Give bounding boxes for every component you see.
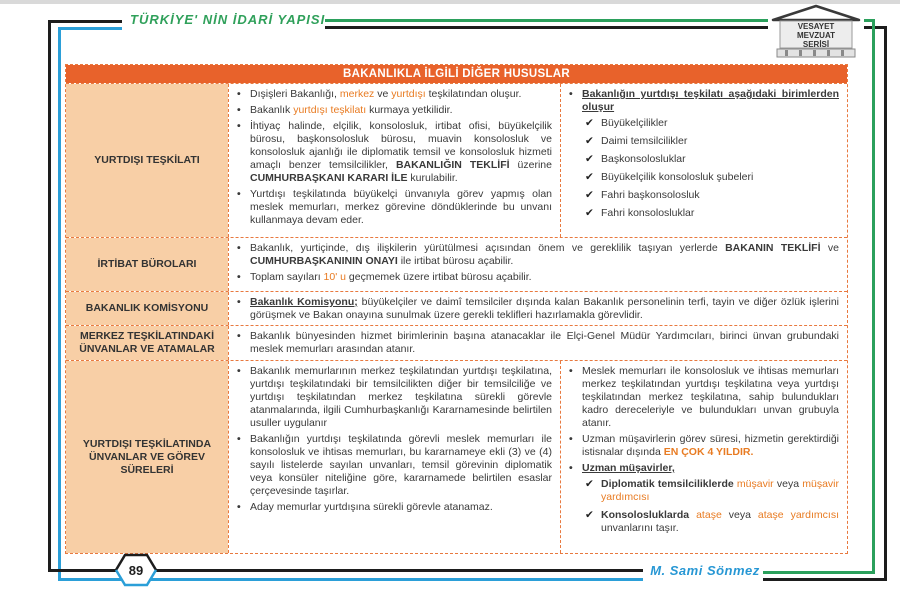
frame-line xyxy=(48,20,51,572)
item-text: Yurtdışı teşkilatında büyükelçi ünvanıyla görev yapmış olan meslek memurları, merkez görevine döndüklerinde bu unvanı kullanmaya devam eder. xyxy=(250,188,552,226)
item-text: Uzman müşavirlerin görev süresi, hizmetin gerektirdiği istisnalar dışında EN ÇOK 4 YILDIR. xyxy=(582,433,839,458)
row-label: BAKANLIK KOMİSYONU xyxy=(66,292,228,325)
logo-line-1: VESAYET xyxy=(797,22,835,31)
bullet-icon: • xyxy=(237,271,241,283)
bullet-item xyxy=(237,365,552,430)
bullet-item xyxy=(569,462,839,475)
table-row xyxy=(66,83,847,237)
item-text: Büyükelçilikler xyxy=(601,117,668,129)
bullet-icon: • xyxy=(237,330,241,342)
bullet-icon: • xyxy=(569,88,573,100)
bullet-icon: • xyxy=(237,88,241,100)
table-row xyxy=(66,325,847,360)
page-number: 89 xyxy=(128,563,144,578)
bullet-list xyxy=(560,361,847,553)
item-text: Toplam sayıları 10' u geçmemek üzere irtibat bürosu açabilir. xyxy=(250,271,532,283)
check-icon: ✔ xyxy=(585,478,594,490)
item-text: Daimi temsilcilikler xyxy=(601,135,688,147)
item-text: Bakanlık memurlarının merkez teşkilatından yurtdışı teşkilatına, yurtdışı teşkilatındaki bir temsilcilikten diğer bir temsilciliğe ve yurtdışı teşkilatından merkez teşkilatına sürekli görevle atanmalarında, ilgili Cumhurbaşkanlığı Kararnamesinde belirtilen usuller uygulanır xyxy=(250,365,552,429)
frame-line xyxy=(872,19,875,574)
bullet-item xyxy=(237,104,552,117)
item-text: Bakanlık yurtdışı teşkilatı kurmaya yetkilidir. xyxy=(250,104,453,116)
content-table xyxy=(65,64,848,554)
bullet-item xyxy=(569,365,839,430)
bullet-item xyxy=(237,120,552,185)
check-icon: ✔ xyxy=(585,509,594,521)
item-text: Dışişleri Bakanlığı, merkez ve yurtdışı teşkilatından oluşur. xyxy=(250,88,522,100)
check-icon: ✔ xyxy=(585,207,594,219)
item-text: Diplomatik temsilciliklerde müşavir veya müşavir yardımcısı xyxy=(601,478,839,503)
row-label: YURTDIŞI TEŞKİLATINDA ÜNVANLAR VE GÖREV SÜRELERİ xyxy=(66,361,228,553)
bullet-item xyxy=(237,433,552,498)
frame-line xyxy=(58,27,122,30)
bullet-icon: • xyxy=(237,242,241,254)
bullet-icon: • xyxy=(237,296,241,308)
table-row xyxy=(66,360,847,553)
bullet-list xyxy=(228,326,847,360)
bullet-icon: • xyxy=(237,104,241,116)
building-icon xyxy=(768,4,864,60)
bullet-list xyxy=(228,292,847,325)
bullet-item xyxy=(237,330,839,356)
frame-line xyxy=(884,26,887,581)
check-item xyxy=(585,117,839,130)
item-text: Büyükelçilik konsolosluk şubeleri xyxy=(601,171,754,183)
bullet-item xyxy=(237,271,839,284)
item-text: Konsolosluklarda ataşe veya ataşe yardımcısı unvanlarını taşır. xyxy=(601,509,840,534)
bullet-item xyxy=(237,242,839,268)
item-text: Bakanlık bünyesinden hizmet birimlerinin başına atanacaklar ile Elçi-Genel Müdür Yardımcıları, birinci ünvan grubundaki meslek memurları arasından atanır. xyxy=(250,330,839,355)
bullet-icon: • xyxy=(237,120,241,132)
logo-line-2: MEVZUAT xyxy=(796,31,836,40)
check-icon: ✔ xyxy=(585,153,594,165)
page-number-badge xyxy=(114,553,158,592)
table-row xyxy=(66,291,847,325)
bullet-icon: • xyxy=(237,188,241,200)
item-text: Bakanlık, yurtiçinde, dış ilişkilerin yürütülmesi açısından önem ve gereklilik taşıyan yerlerde BAKANIN TEKLİFİ ve CUMHURBAŞKANININ ONAYI ile irtibat bürosu açabilir. xyxy=(250,242,839,267)
page-title: TÜRKİYE' NİN İDARİ YAPISI xyxy=(130,12,326,27)
institution-logo xyxy=(768,4,864,60)
check-item xyxy=(585,509,839,535)
item-text: Meslek memurları ile konsolosluk ve ihtisas memurları merkez teşkilatından yurtdışı teşkilatına veya yurtdışı teşkilatından merkez teşkilatına, sahip bulundukları kadro dereceleriyle ve bulundukları unvan grubuyla atanır. xyxy=(582,365,839,429)
check-item xyxy=(585,135,839,148)
bullet-item xyxy=(237,501,552,514)
bullet-icon: • xyxy=(569,365,573,377)
check-item xyxy=(585,171,839,184)
bullet-icon: • xyxy=(237,433,241,445)
frame-line xyxy=(763,578,887,581)
bullet-list xyxy=(560,84,847,237)
row-label: YURTDIŞI TEŞKİLATI xyxy=(66,84,228,237)
item-text: İhtiyaç halinde, elçilik, konsolosluk, irtibat ofisi, büyükelçilik bürosu, başkonsolosluk bürosu, muavin konsolosluk ve konsolosluk ajanlığı ile diplomatik temsil ve konsolosluk hizmeti amaçlı benzer temsilcilikler, BAKANLIĞIN TEKLİFİ üzerine CUMHURBAŞKANI KARARI İLE kurulabilir. xyxy=(250,120,552,184)
bullet-item xyxy=(569,88,839,114)
check-icon: ✔ xyxy=(585,117,594,129)
bullet-icon: • xyxy=(569,462,573,474)
bullet-item xyxy=(237,188,552,227)
item-text: Bakanlığın yurtdışı teşkilatı aşağıdaki birimlerden oluşur xyxy=(582,88,839,113)
check-icon: ✔ xyxy=(585,171,594,183)
check-icon: ✔ xyxy=(585,135,594,147)
item-text: Başkonsolosluklar xyxy=(601,153,686,165)
row-label: MERKEZ TEŞKİLATINDAKİ ÜNVANLAR VE ATAMALAR xyxy=(66,326,228,360)
item-text: Fahri konsolosluklar xyxy=(601,207,695,219)
check-item xyxy=(585,189,839,202)
frame-line xyxy=(58,27,61,581)
table-row xyxy=(66,237,847,291)
logo-line-3: SERİSİ xyxy=(802,40,830,49)
frame-line xyxy=(48,20,122,23)
bullet-item xyxy=(569,433,839,459)
scan-edge xyxy=(0,0,900,4)
table-title: BAKANLIKLA İLGİLİ DİĞER HUSUSLAR xyxy=(66,65,847,83)
bullet-list xyxy=(228,84,560,237)
check-item xyxy=(585,478,839,504)
row-label: İRTİBAT BÜROLARI xyxy=(66,238,228,291)
check-icon: ✔ xyxy=(585,189,594,201)
bullet-item xyxy=(237,88,552,101)
bullet-icon: • xyxy=(237,365,241,377)
item-text: Fahri başkonsolosluk xyxy=(601,189,700,201)
check-item xyxy=(585,153,839,166)
author-name: M. Sami Sönmez xyxy=(650,563,760,578)
bullet-list xyxy=(228,238,847,291)
item-text: Aday memurlar yurtdışına sürekli görevle atanamaz. xyxy=(250,501,493,513)
bullet-icon: • xyxy=(569,433,573,445)
item-text: Bakanlığın yurtdışı teşkilatında görevli meslek memurları ile konsolosluk ve ihtisas memurları, bu kararnameye ekli (3) ve (4) sayılı listelerde sayılan unvanları, temsil görevinin diplomatik veya konsüler niteliğine göre, kararnamede belirtilen esaslar çerçevesinde taşırlar. xyxy=(250,433,552,497)
bullet-list xyxy=(228,361,560,553)
bullet-item xyxy=(237,296,839,322)
check-item xyxy=(585,207,839,220)
bullet-icon: • xyxy=(237,501,241,513)
item-text: Bakanlık Komisyonu; büyükelçiler ve daimî temsilciler dışında kalan Bakanlık personelinin terfi, tayin ve diğer özlük işlerini görüşmek ve Bakan onayına sunulmak üzere gerekli teklifleri hazırlamakla görevlidir. xyxy=(250,296,839,321)
frame-line xyxy=(763,571,875,574)
item-text: Uzman müşavirler, xyxy=(582,462,675,474)
